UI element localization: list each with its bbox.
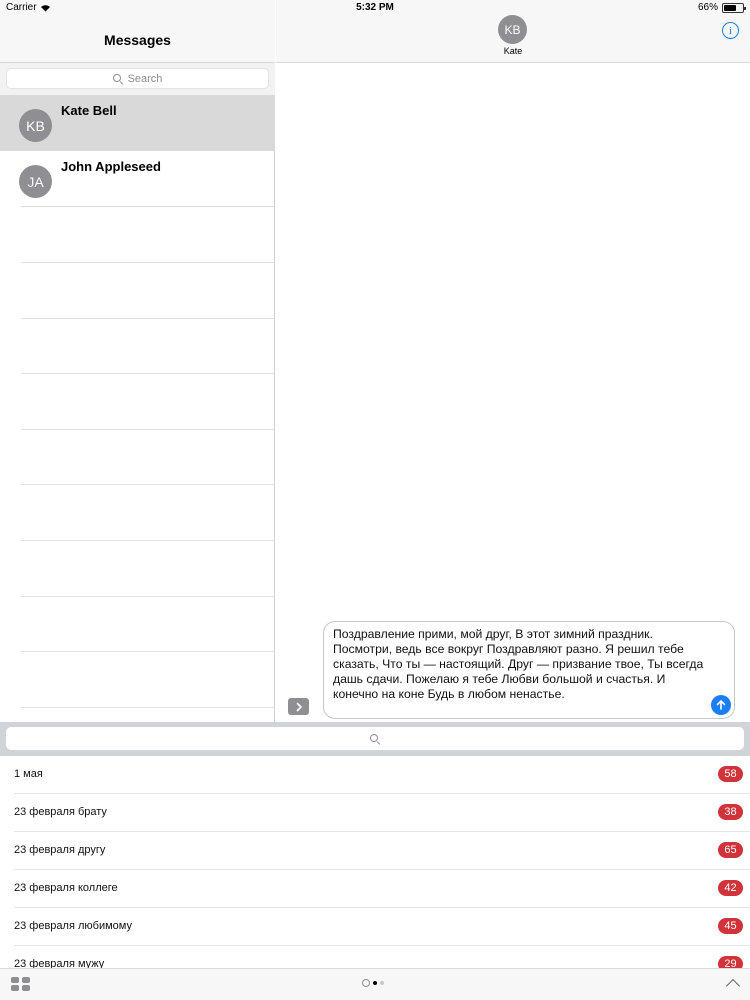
- battery-percent: 66%: [697, 2, 718, 13]
- panel-search-input[interactable]: [6, 727, 744, 750]
- divider: [21, 318, 274, 319]
- conversation-item-kate-bell[interactable]: [0, 95, 275, 151]
- grid-cell: [22, 977, 30, 983]
- avatar: JA: [19, 165, 52, 198]
- conversation-name: Kate Bell: [61, 103, 117, 118]
- contact-name[interactable]: Kate: [503, 46, 523, 56]
- list-item-label: 23 февраля другу: [14, 844, 106, 856]
- expand-apps-button[interactable]: [288, 698, 309, 715]
- info-icon[interactable]: i: [722, 22, 739, 39]
- divider: [21, 596, 274, 597]
- send-button[interactable]: [711, 695, 731, 715]
- grid-cell: [11, 977, 19, 983]
- chevron-up-icon[interactable]: [726, 979, 740, 993]
- conversation-name: John Appleseed: [61, 159, 161, 174]
- divider: [21, 484, 274, 485]
- page-dot: [380, 981, 384, 985]
- list-item-label: 23 февраля любимому: [14, 920, 132, 932]
- divider: [21, 707, 274, 708]
- recents-icon: [362, 979, 370, 987]
- carrier-label: Carrier: [6, 2, 37, 13]
- clock: 5:32 PM: [356, 2, 394, 13]
- list-item[interactable]: [0, 870, 750, 908]
- search-placeholder: Search: [127, 72, 163, 85]
- battery-indicator: [698, 2, 744, 13]
- avatar: KB: [19, 109, 52, 142]
- message-text[interactable]: Поздравление прими, мой друг, В этот зимний праздник. Посмотри, ведь все вокруг Поздравляют разно. Я решил тебе сказать, Что ты — настоящий. Друг — призвание твое, Ты всегда дашь сдачи. Пожелаю я тебе Любви большой и счастья. И конечно на коне Будь в любом ненастье.: [333, 627, 704, 701]
- list-item-label: 1 мая: [14, 768, 43, 780]
- list-item[interactable]: [0, 832, 750, 870]
- list-item[interactable]: [0, 794, 750, 832]
- battery-icon: [722, 3, 744, 13]
- chevron-right-icon: [295, 702, 303, 712]
- count-badge: 65: [718, 842, 743, 858]
- message-input[interactable]: [323, 621, 735, 719]
- list-item-label: 23 февраля брату: [14, 806, 107, 818]
- category-list: [0, 756, 750, 968]
- search-bar: [0, 63, 275, 95]
- list-item[interactable]: [0, 908, 750, 946]
- search-icon: [370, 734, 380, 744]
- count-badge: 58: [718, 766, 743, 782]
- divider: [21, 262, 274, 263]
- count-badge: 29: [718, 956, 743, 968]
- count-badge: 38: [718, 804, 743, 820]
- search-icon: [113, 74, 123, 84]
- conversation-pane: [276, 0, 750, 722]
- arrow-up-icon: [715, 699, 727, 711]
- conversation-list-pane: [0, 0, 275, 722]
- list-item-label: 23 февраля коллеге: [14, 882, 118, 894]
- count-badge: 42: [718, 880, 743, 896]
- app-drawer-icon[interactable]: [11, 977, 31, 992]
- bottom-toolbar: [0, 968, 750, 1000]
- grid-cell: [11, 985, 19, 991]
- page-title: Messages: [104, 32, 171, 48]
- battery-level: [724, 5, 736, 11]
- search-input[interactable]: [6, 68, 269, 89]
- count-badge: 45: [718, 918, 743, 934]
- contact-avatar[interactable]: KB: [498, 15, 527, 44]
- divider: [21, 429, 274, 430]
- list-item-label: 23 февраля мужу: [14, 958, 105, 968]
- status-bar: [0, 0, 750, 16]
- page-control[interactable]: [362, 979, 384, 987]
- divider: [21, 540, 274, 541]
- divider: [21, 206, 275, 207]
- list-item[interactable]: [0, 946, 750, 968]
- panel-search-bar: [0, 722, 750, 756]
- divider: [21, 373, 274, 374]
- conversation-item-john-appleseed[interactable]: [0, 151, 275, 207]
- grid-cell: [22, 985, 30, 991]
- page-dot: [373, 981, 377, 985]
- divider: [21, 651, 274, 652]
- list-item[interactable]: [0, 756, 750, 794]
